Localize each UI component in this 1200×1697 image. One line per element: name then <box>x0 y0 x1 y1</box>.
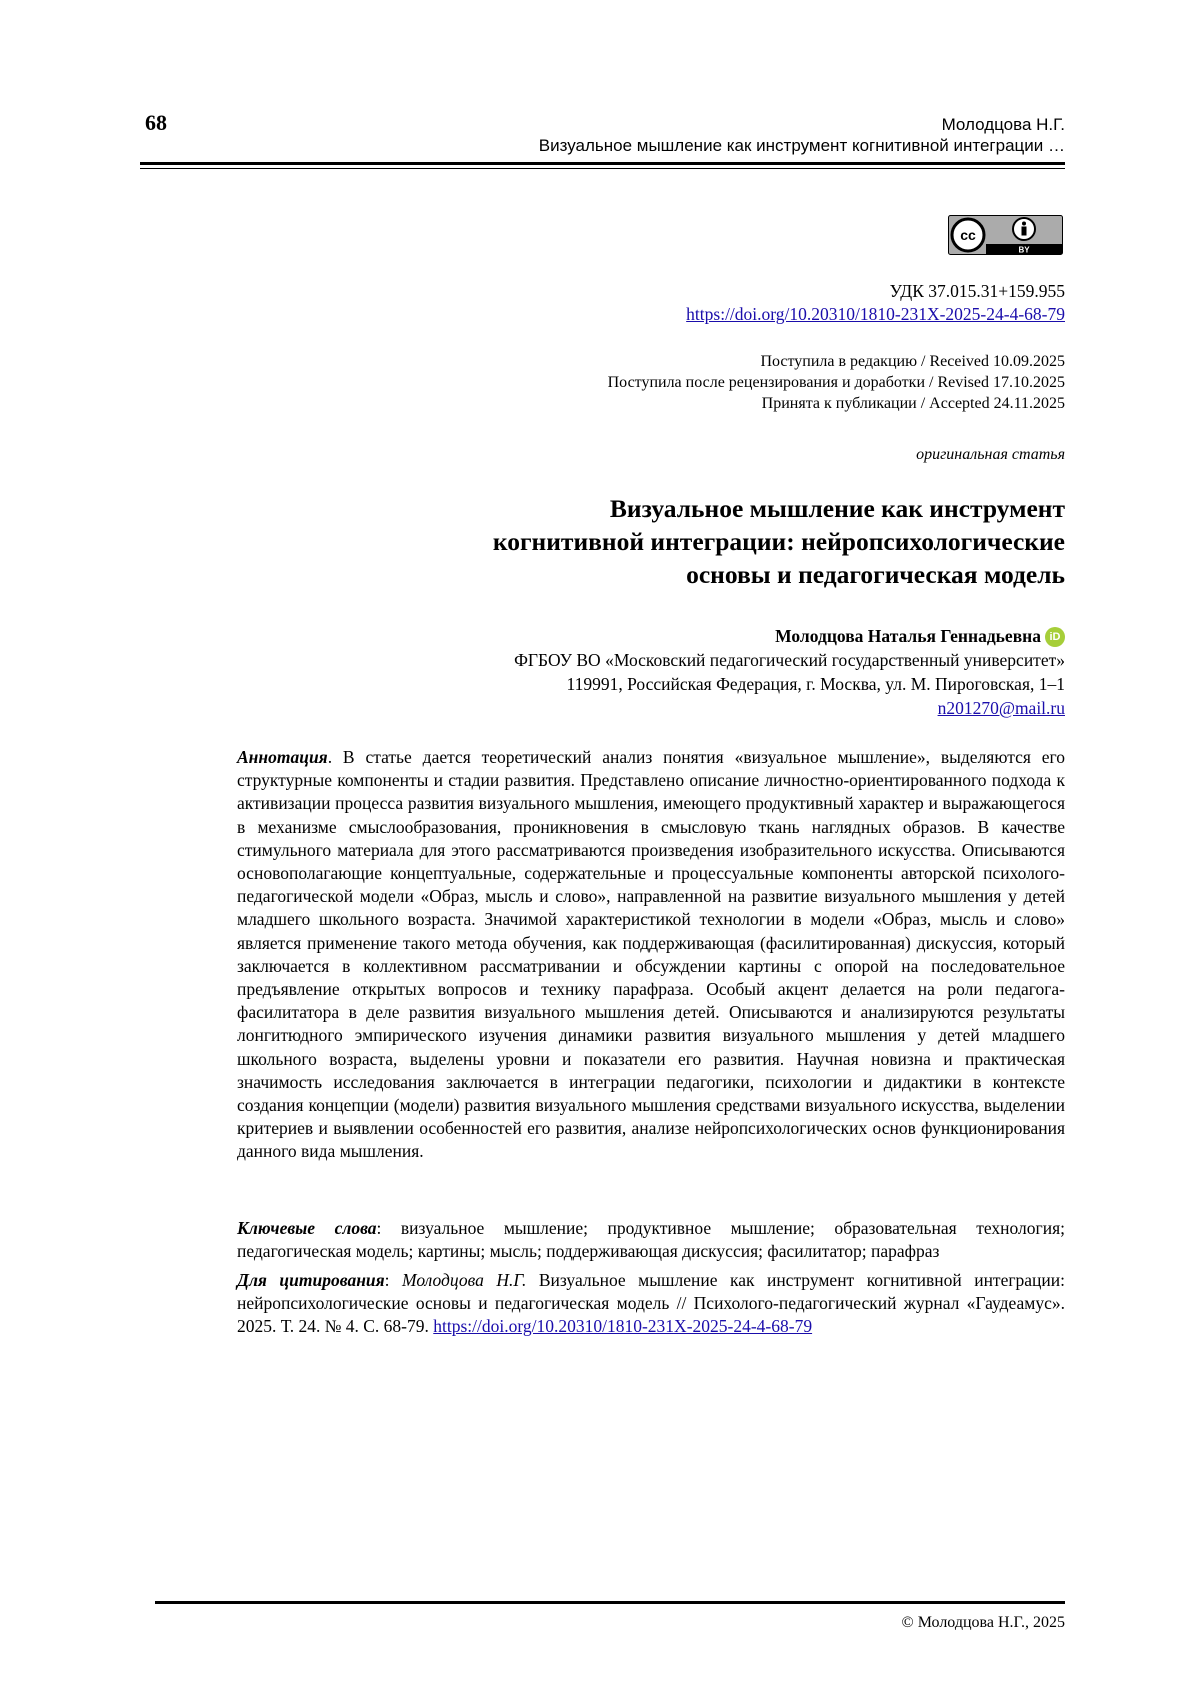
author-address: 119991, Российская Федерация, г. Москва, ул. М. Пироговская, 1–1 <box>566 674 1065 694</box>
author-name: Молодцова Наталья Геннадьевна <box>775 626 1041 646</box>
citation-text: Визуальное мышление как инструмент когнитивной интеграции: нейропсихологические основы и педагогическая модель // Психолого-педагогический журнал «Гаудеамус». 2025. Т. 24. № 4. С. 68-79. <box>237 1270 1066 1337</box>
udk-code: УДК 37.015.31+159.955 <box>889 281 1065 301</box>
running-head <box>539 114 1065 156</box>
author-line <box>514 624 1065 648</box>
date-received: Поступила в редакцию / Received 10.09.2025 <box>760 353 1065 370</box>
footer-copyright: © Молодцова Н.Г., 2025 <box>901 1614 1065 1631</box>
keywords <box>237 1217 1065 1263</box>
title-line: когнитивной интеграции: нейропсихологические <box>492 527 1065 556</box>
article-title <box>493 492 1065 591</box>
abstract-text: . В статье дается теоретический анализ понятия «визуальное мышление», выделяются его структурные компоненты и стадии развития. Представлено описание личностно-ориентированного подхода к активизации процесса развития визуального мышления, имеющего продуктивный характер и выражающегося в механизме смыслообразования, проникновения в смысловую ткань наглядных образов. В качестве стимульного материала для этого рассматриваются произведения изобразительного искусства. Описываются основополагающие концептуальные, содержательные и процессуальные компоненты авторской психолого-педагогической модели «Образ, мысль и слово», направленной на развитие визуального мышления у детей младшего школьного возраста. Значимой характеристикой технологии в модели «Образ, мысль и слово» является применение такого метода обучения, как поддерживающая (фасилитированная) дискуссия, который заключается в коллективном рассматривании и обсуждении картины с опорой на последовательное предъявление открытых вопросов и технику парафраза. Особый акцент делается на роли педагога-фасилитатора в деле развития визуального мышления детей. Описываются и анализируются результаты лонгитюдного эмпирического изучения динамики развития визуального мышления у детей младшего школьного возраста, выделены уровни и показатели его развития. Научная новизна и практическая значимость исследования заключается в интеграции педагогики, психологии и дидактики в контексте создания концепции (модели) развития визуального мышления средствами визуального искусства, выделении критериев и выявлении особенностей его развития, анализе нейропсихологических основ функционирования данного вида мышления. <box>237 747 1065 1162</box>
page-number: 68 <box>145 110 167 135</box>
submission-dates <box>608 351 1065 414</box>
author-email-link[interactable]: n201270@mail.ru <box>937 698 1065 718</box>
article-meta <box>686 280 1065 326</box>
doi-link[interactable]: https://doi.org/10.20310/1810-231X-2025-24-4-68-79 <box>686 304 1065 324</box>
citation-label: Для цитирования <box>237 1270 385 1290</box>
orcid-icon[interactable]: iD <box>1045 627 1065 647</box>
running-head-title: Визуальное мышление как инструмент когнитивной интеграции … <box>538 136 1065 155</box>
header-rule-thin <box>140 168 1065 169</box>
cc-by-label: BY <box>1018 245 1030 255</box>
date-accepted: Принята к публикации / Accepted 24.11.2025 <box>761 395 1065 412</box>
abstract <box>237 746 1065 1164</box>
title-line: Визуальное мышление как инструмент <box>609 494 1065 523</box>
keywords-label: Ключевые слова <box>237 1218 377 1238</box>
citation-colon: : <box>384 1270 403 1290</box>
title-line: основы и педагогическая модель <box>686 560 1065 589</box>
cc-by-icon[interactable] <box>948 215 1063 255</box>
keywords-text: : визуальное мышление; продуктивное мышление; образовательная технология; педагогическая модель; картины; мысль; поддерживающая дискуссия; фасилитатор; парафраз <box>237 1218 1065 1262</box>
citation-author: Молодцова Н.Г. <box>402 1270 527 1290</box>
citation <box>237 1269 1065 1339</box>
header-rule <box>140 162 1065 165</box>
date-revised: Поступила после рецензирования и доработки / Revised 17.10.2025 <box>607 374 1065 391</box>
article-type: оригинальная статья <box>916 446 1065 463</box>
author-block <box>514 624 1065 720</box>
abstract-label: Аннотация <box>237 747 328 767</box>
footer-rule <box>155 1601 1065 1604</box>
svg-text:cc: cc <box>960 227 976 243</box>
running-head-author: Молодцова Н.Г. <box>941 115 1065 134</box>
citation-doi-link[interactable]: https://doi.org/10.20310/1810-231X-2025-24-4-68-79 <box>433 1316 813 1337</box>
author-affiliation: ФГБОУ ВО «Московский педагогический государственный университет» <box>514 650 1065 670</box>
